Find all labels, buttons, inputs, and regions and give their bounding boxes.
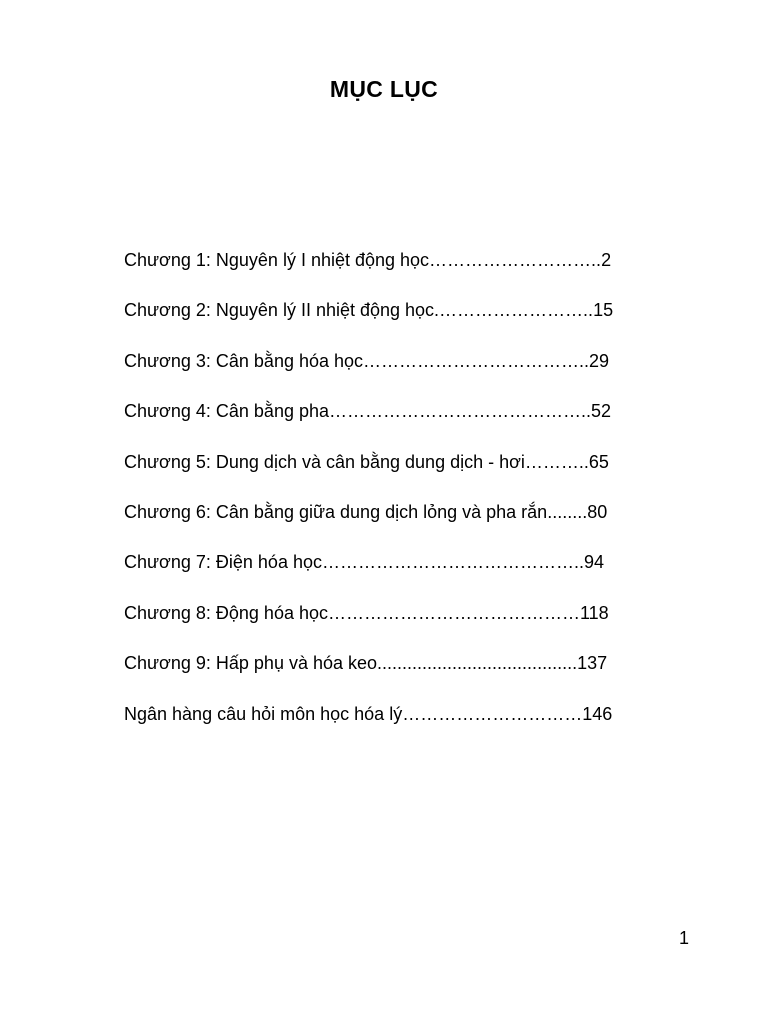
toc-entry[interactable] xyxy=(124,500,704,550)
toc-entry-label: Chương 4: Cân bằng pha xyxy=(124,401,329,422)
toc-entry-page: 80 xyxy=(587,501,608,522)
toc-entry[interactable] xyxy=(124,702,704,752)
toc-entry[interactable] xyxy=(124,550,704,600)
page-number: 1 xyxy=(679,928,690,948)
toc-entry-label: Chương 6: Cân bằng giữa dung dịch lỏng và pha rắn xyxy=(124,501,548,522)
toc-entry[interactable] xyxy=(124,450,704,500)
toc-entry-leader: .…………………….. xyxy=(434,300,594,321)
toc-entry[interactable] xyxy=(124,349,704,399)
toc-entry-page: 137 xyxy=(577,653,608,674)
toc-entry-leader: ……….. xyxy=(524,451,589,472)
toc-entry[interactable] xyxy=(124,651,704,701)
toc-entry-page: 15 xyxy=(593,300,614,321)
toc-entry-leader: ………………………… xyxy=(402,703,583,724)
page-title: MỤC LỤC xyxy=(329,76,439,102)
toc-entry-page: 52 xyxy=(591,401,612,422)
toc-entry-label: Chương 2: Nguyên lý II nhiệt động học xyxy=(124,300,435,321)
toc-entry-label: Chương 9: Hấp phụ và hóa keo xyxy=(124,653,378,674)
toc-entry[interactable] xyxy=(124,298,704,348)
toc-entry-page: 118 xyxy=(580,602,609,623)
toc-entry-page: 2 xyxy=(601,250,612,270)
toc-entry[interactable] xyxy=(124,601,704,651)
toc-entry-label: Chương 1: Nguyên lý I nhiệt động học xyxy=(124,250,430,270)
toc-entry-leader: ……………………….. xyxy=(429,250,602,270)
toc-entry-leader: …………………………………….. xyxy=(321,552,584,573)
toc-entry[interactable] xyxy=(124,399,704,449)
toc-entry-page: 146 xyxy=(582,703,613,724)
toc-entry-leader: ........ xyxy=(547,501,588,522)
toc-entry-label: Chương 7: Điện hóa học xyxy=(124,552,322,573)
toc-entry-leader: ……………………………….. xyxy=(363,350,590,371)
toc-entry-label: Ngân hàng câu hỏi môn học hóa lý xyxy=(124,703,403,724)
toc-entry[interactable] xyxy=(124,248,704,298)
toc-entry-label: Chương 5: Dung dịch và cân bằng dung dịch - hơi xyxy=(124,451,525,472)
toc-entry-label: Chương 8: Động hóa học xyxy=(124,602,328,623)
table-of-contents xyxy=(124,248,704,752)
toc-entry-page: 94 xyxy=(584,552,605,573)
toc-entry-leader: ........................................ xyxy=(377,653,578,674)
toc-entry-page: 65 xyxy=(588,451,609,472)
toc-entry-leader: …………………………………….. xyxy=(329,401,592,422)
toc-entry-label: Chương 3: Cân bằng hóa học xyxy=(124,350,364,371)
toc-entry-page: 29 xyxy=(589,350,610,371)
toc-entry-leader: …………………………………… xyxy=(328,602,580,623)
